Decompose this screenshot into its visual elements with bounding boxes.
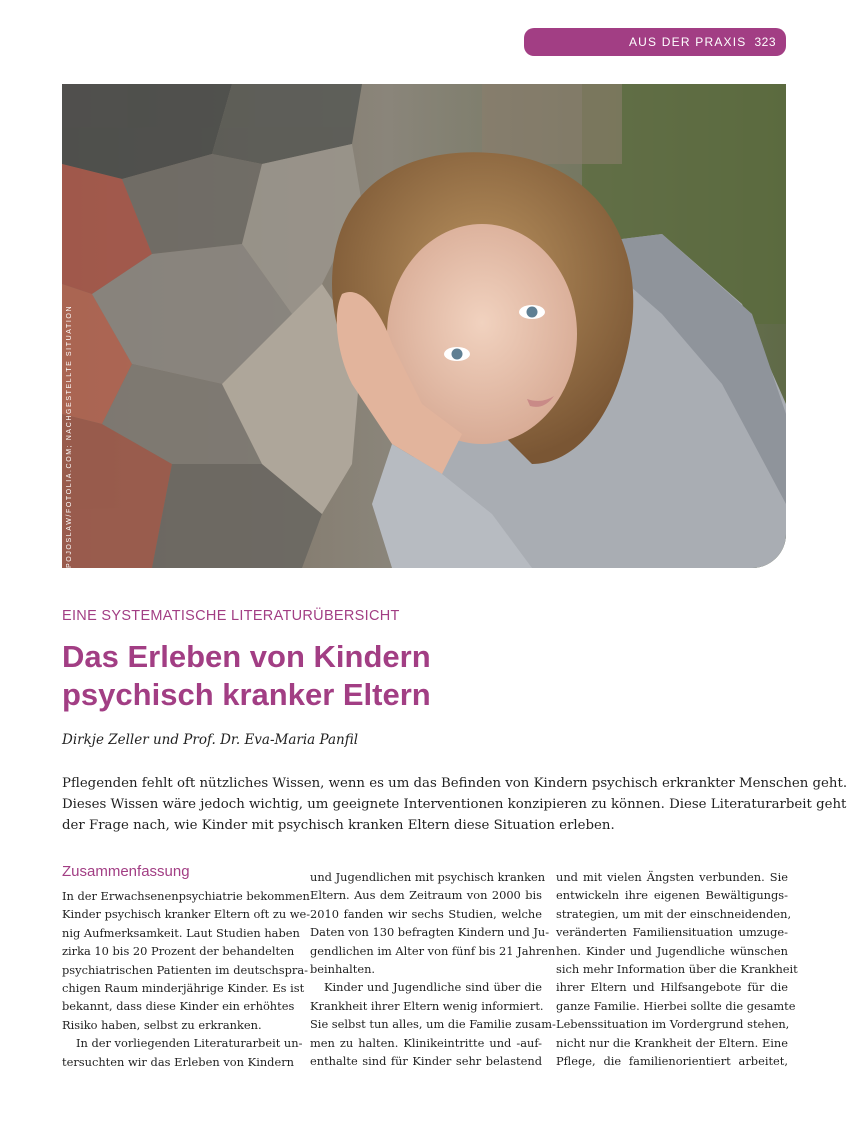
body-line: gendlichen im Alter von fünf bis 21 Jahren (310, 943, 556, 958)
body-line: tersuchten wir das Erleben von Kindern (62, 1054, 294, 1069)
body-line: ihrer Eltern und Hilfsangebote für die (556, 980, 788, 995)
title-line: psychisch kranker Eltern (62, 677, 431, 712)
body-line: Krankheit ihrer Eltern wenig informiert. (310, 998, 544, 1013)
body-line: und Jugendlichen mit psychisch kranken (310, 870, 546, 884)
body-line: Risiko haben, selbst zu erkranken. (62, 1017, 262, 1032)
body-line: bekannt, dass diese Kinder ein erhöhtes (62, 999, 295, 1014)
body-line: chigen Raum minderjährige Kinder. Es ist (62, 980, 305, 995)
body-line: psychiatrischen Patienten im deutschspra- (62, 962, 308, 977)
section-header-tab (524, 28, 786, 56)
body-line: nicht nur die Krankheit der Eltern. Eine (556, 1035, 788, 1050)
body-line: Kinder psychisch kranker Eltern oft zu we- (62, 907, 311, 922)
body-line: veränderten Familiensituation umzuge- (556, 925, 788, 940)
body-line: 2010 fanden wir sechs Studien, welche (310, 906, 542, 921)
section-label: AUS DER PRAXIS (628, 35, 747, 49)
body-line: sich mehr Information über die Krankheit (556, 961, 798, 976)
body-line: men zu halten. Klinikeintritte und -auf- (310, 1035, 542, 1050)
summary-heading: Zusammenfassung (62, 863, 190, 880)
body-line: beinhalten. (310, 961, 376, 976)
body-line: entwickeln ihre eigenen Bewältigungs- (556, 888, 788, 903)
lead-line: Pflegenden fehlt oft nützliches Wissen, wenn es um das Befinden von Kindern psychisch erkrankter Menschen geht. (62, 776, 848, 791)
text-column-1 (62, 887, 311, 1071)
body-line: Sie selbst tun alles, um die Familie zusam- (310, 1017, 556, 1032)
body-line: enthalte sind für Kinder sehr belastend (310, 1053, 542, 1068)
lead-line: der Frage nach, wie Kinder mit psychisch kranken Eltern diese Situation erleben. (62, 818, 615, 833)
body-line: Daten von 130 befragten Kindern und Ju- (310, 925, 550, 940)
article-authors: Dirkje Zeller und Prof. Dr. Eva-Maria Panfil (62, 732, 359, 748)
body-line: Pflege, die familienorientiert arbeitet, (556, 1053, 788, 1068)
body-line: ganze Familie. Hierbei sollte die gesamte (556, 998, 796, 1013)
page-number: 323 (754, 35, 776, 49)
article-title (62, 638, 582, 714)
title-line: Das Erleben von Kindern (62, 639, 431, 674)
article-lead (62, 773, 848, 836)
article-photo (62, 84, 786, 568)
body-line: In der Erwachsenenpsychiatrie bekommen (62, 889, 310, 903)
text-column-2 (310, 868, 556, 1070)
text-column-3 (556, 868, 798, 1070)
body-line: Eltern. Aus dem Zeitraum von 2000 bis (310, 888, 542, 903)
lead-line: Dieses Wissen wäre jedoch wichtig, um geeignete Interventionen konzipieren zu können. Diese Literaturarbeit geht (62, 797, 847, 812)
body-line: und mit vielen Ängsten verbunden. Sie (556, 870, 788, 884)
article-kicker: EINE SYSTEMATISCHE LITERATURÜBERSICHT (62, 608, 400, 624)
body-line: Lebenssituation im Vordergrund stehen, (556, 1017, 790, 1032)
body-line: hen. Kinder und Jugendliche wünschen (556, 943, 788, 958)
photo-credit: POJOSLAW/FOTOLIA.COM; NACHGESTELLTE SITUATION (66, 304, 73, 568)
body-line: nig Aufmerksamkeit. Laut Studien haben (62, 925, 300, 940)
body-line: In der vorliegenden Literaturarbeit un- (76, 1036, 303, 1051)
body-line: Kinder und Jugendliche sind über die (324, 980, 542, 995)
body-line: zirka 10 bis 20 Prozent der behandelten (62, 944, 295, 959)
body-line: strategien, um mit der einschneidenden, (556, 906, 792, 921)
